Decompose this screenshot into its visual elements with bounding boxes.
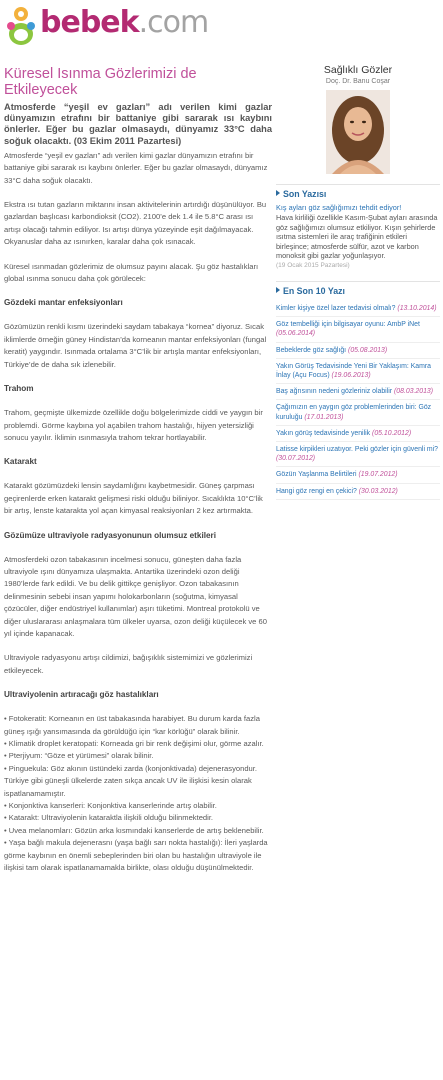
article-date: (05.08.2013): [348, 346, 388, 354]
article-link[interactable]: Kimler kişiye özel lazer tedavisi olmalı?: [276, 304, 396, 312]
article-title: Küresel Isınma Gözlerimizi de Etkileyecek: [4, 66, 197, 98]
column-title[interactable]: Sağlıklı Gözler: [323, 64, 393, 76]
article-date: (05.06.2014): [276, 330, 316, 338]
article-link[interactable]: Çağımızın en yaygın göz problemlerinden biri: Göz kuruluğu: [276, 404, 432, 421]
top10-list: [276, 301, 440, 500]
author-profile: [276, 64, 440, 174]
article-link[interactable]: Gözün Yaşlanma Belirtileri: [276, 471, 357, 479]
latest-heading: [276, 188, 440, 200]
article-date: (19.07.2012): [358, 471, 398, 479]
section-text: Katarakt gözümüzdeki lensin saydamlığını kaybetmesidir. Güneş çarpması geçirenlerde erken katarakt gelişmesi riski olduğu biliniyor. Sıcaklıkta 10°C’lik bir artış, lenste katarakta yol açan kimyasal reaksiyonları 2 kez artırmakta.: [4, 481, 263, 516]
author-photo[interactable]: [326, 90, 390, 174]
list-item: • Pterjiyum: “Göze et yürümesi” olarak bilinir.: [4, 751, 154, 761]
list-item: • Konjonktiva kanserleri: Konjonktiva kanserlerinde artış olabilir.: [4, 801, 217, 811]
article-link[interactable]: Göz tembelliği için bilgisayar oyunu: AmbP iNet: [276, 321, 420, 329]
list-item[interactable]: [276, 359, 440, 384]
top10-heading: [276, 285, 440, 297]
article: [4, 66, 272, 874]
list-item[interactable]: [276, 426, 440, 442]
list-item: • Uvea melanomları: Gözün arka kısmındaki kanserlerde de artış beklenebilir.: [4, 825, 264, 835]
list-item[interactable]: [276, 343, 440, 359]
list-item[interactable]: [276, 442, 440, 467]
list-item[interactable]: [276, 484, 440, 500]
logo-suffix: .com: [138, 5, 209, 40]
arrow-icon: [276, 287, 280, 293]
baby-logo-icon: [6, 4, 36, 48]
list-item[interactable]: [276, 301, 440, 317]
article-paragraph: Ekstra ısı tutan gazların miktarını insan aktivitelerinin artırdığı düşünülüyor. Bu gazlardan başlıcası karbondioksit (CO2). 2100’e dek 1.4 ile 5.8°C arası ısı artışı olacağı tahmin ediliyor. Isı artışı dünya yüzeyinde eşit dağılmayacak. Okyanuslar daha az ısınırken, karalar daha çok ısınacak.: [4, 200, 267, 247]
section-heading: Gözdeki mantar enfeksiyonları: [4, 298, 123, 308]
article-date: (30.03.2012): [358, 487, 398, 495]
top10-heading-label: En Son 10 Yazı: [283, 285, 345, 296]
article-date: (08.03.2013): [393, 388, 434, 396]
section-text: Gözümüzün renkli kısmı üzerindeki saydam tabakaya “kornea” diyoruz. Sıcak iklimlerde örneğin güney Hindistan’da korneanın mantar enfeksiyonları (fungal keratit) yaygındır. Isınmada ortalama 3°C’lik bir artışla mantar enfeksiyonları, Türkiye’de de daha sık izlenebilir.: [4, 322, 267, 369]
article-link[interactable]: Latisse kirpikleri uzatıyor. Peki gözler için güvenli mi?: [276, 446, 438, 453]
section-text: Trahom, geçmişte ülkemizde özellikle doğu bölgelerimizde ciddi ve yaygın bir problemdi. Görme kaybına yol açabilen trahom hastalığı, hijyen yetersizliği sonucu yayılır. İklimin ısınmasıyla trahom tekrar hortlayabilir.: [4, 408, 263, 442]
site-header: [0, 0, 443, 58]
list-item: • Klimatik droplet keratopati: Korneada gri bir renk değişimi olur, görme azalır.: [4, 739, 264, 748]
article-date: (19.06.2013): [331, 371, 371, 379]
section-heading: Trahom: [4, 384, 34, 394]
section-text: Atmosferdeki ozon tabakasının incelmesi sonucu, güneşten daha fazla ultraviyole ışını dünyamıza ulaşmakta. Antartika üzerindeki ozon deliği 1980’lerde fark edildi. Ve bu delik gittikçe genişliyor. Ozon tabakasının delinmesinin sebebi insan yapımı holokarbonların (soğutma, kimyasal çözücüler, diğer endüstriyel kullanımlar) aşırı tüketimi. Montreal protokolü ve diğer uluslararası anlaşmalara tüm ülkeler uyarsa, ozon deliği küçülecek ve 60 yıl içinde kapanacak.: [4, 554, 267, 638]
article-lead: Atmosferde “yeşil ev gazları” adı verilen kimi gazlar dünyamızın etrafını bir battaniye gibi sararak ısı kaybını önlerler. Eğer bu gazlar olmasaydı, dünyamız 33°C daha soğuk olacaktı. (03 Ekim 2011 Pazartesi): [4, 102, 272, 146]
latest-article-excerpt: Hava kirliliği özellikle Kasım-Şubat ayları arasında göz sağlığımızı olumsuz etkiliyor. Kışın şehirlerde ısıtma sistemleri ile araç trafiğinin etkileri birleşince; atmosferde sülfür, azot ve karbon monoksit gibi gazlar yoğunlaşıyor.: [276, 213, 438, 261]
latest-article-date: (19 Ocak 2015 Pazartesi): [276, 261, 350, 269]
arrow-icon: [276, 190, 280, 196]
list-item[interactable]: [276, 467, 440, 483]
article-paragraph: Küresel ısınmadan gözlerimiz de olumsuz payını alacak. Şu göz hastalıkları global ısınma sonucu daha çok görülecek:: [4, 261, 259, 284]
article-date: (13.10.2014): [397, 304, 437, 312]
sidebar: [276, 58, 440, 500]
logo-main: bebek: [40, 5, 139, 40]
article-date: (17.01.2013): [304, 413, 344, 421]
list-item[interactable]: [276, 317, 440, 342]
latest-heading-label: Son Yazısı: [283, 189, 327, 199]
list-heading: Ultraviyolenin artıracağı göz hastalıkları: [4, 690, 159, 700]
list-item[interactable]: [276, 384, 440, 400]
article-closing: Ultraviyole radyasyonu artışı cildimizi, bağışıklık sistemimizi ve gözlerimizi etkileyecek.: [4, 653, 253, 675]
article-date: (30.07.2012): [276, 455, 316, 463]
article-date: (05.10.2012): [372, 429, 412, 437]
list-item[interactable]: [276, 400, 440, 425]
latest-article-link[interactable]: Kış ayları göz sağlığımızı tehdit ediyor!: [276, 203, 402, 212]
article-link[interactable]: Bebeklerde göz sağlığı: [276, 346, 347, 354]
article-link[interactable]: Yakın görüş tedavisinde yenilik: [276, 429, 371, 437]
list-item: • Pinguekula: Göz akının üstündeki zarda (konjonktivada) dejenerasyondur. Türkiye gibi güneşli ülkelerde zaten sıkça ancak UV ile ilişkisi kesin olarak ispatlanamamıştır.: [4, 763, 257, 798]
section-heading: Katarakt: [4, 457, 37, 467]
top10-box: [276, 281, 440, 500]
section-heading: Gözümüze ultraviyole radyasyonunun olumsuz etkileri: [4, 530, 217, 540]
author-name: Doç. Dr. Banu Coşar: [325, 78, 391, 85]
site-logo[interactable]: [40, 6, 208, 40]
latest-article-box: [276, 184, 440, 271]
article-link[interactable]: Baş ağrısının nedeni gözleriniz olabilir: [276, 388, 393, 396]
article-link[interactable]: Yakın Görüş Tedavisinde Yeni Bir Yaklaşım: Kamra İnlay (Açu Focus): [276, 362, 431, 379]
disease-list: [4, 713, 272, 874]
list-item: • Yaşa bağlı makula dejenerasnı (yaşa bağlı sarı nokta hastalığı): İleri yaşlarda görme kaybının en önemli sebeplerinden biri olan bu hastalığın ultraviyole ile ilişkisi tam olarak ispatlanamamakla birlikte, olası olduğu düşünülmektedir.: [4, 838, 268, 873]
list-item: • Katarakt: Ultraviyolenin kataraktla ilişkili olduğu bilinmektedir.: [4, 813, 214, 823]
article-link[interactable]: Hangi göz rengi en çekici?: [276, 487, 357, 495]
list-item: • Fotokeratit: Korneanın en üst tabakasında harabiyet. Bu durum karda fazla güneş ışığı yansımasında da görüldüğü için “kar körlüğü” olarak bilinir.: [4, 714, 260, 736]
article-paragraph: Atmosferde “yeşil ev gazları” adı verilen kimi gazlar dünyamızın etrafını bir battaniye gibi sararak ısı kaybını önlerler. Eğer bu gazlar olmasaydı, dünyamız 33°C daha soğuk olacaktı.: [4, 150, 268, 185]
